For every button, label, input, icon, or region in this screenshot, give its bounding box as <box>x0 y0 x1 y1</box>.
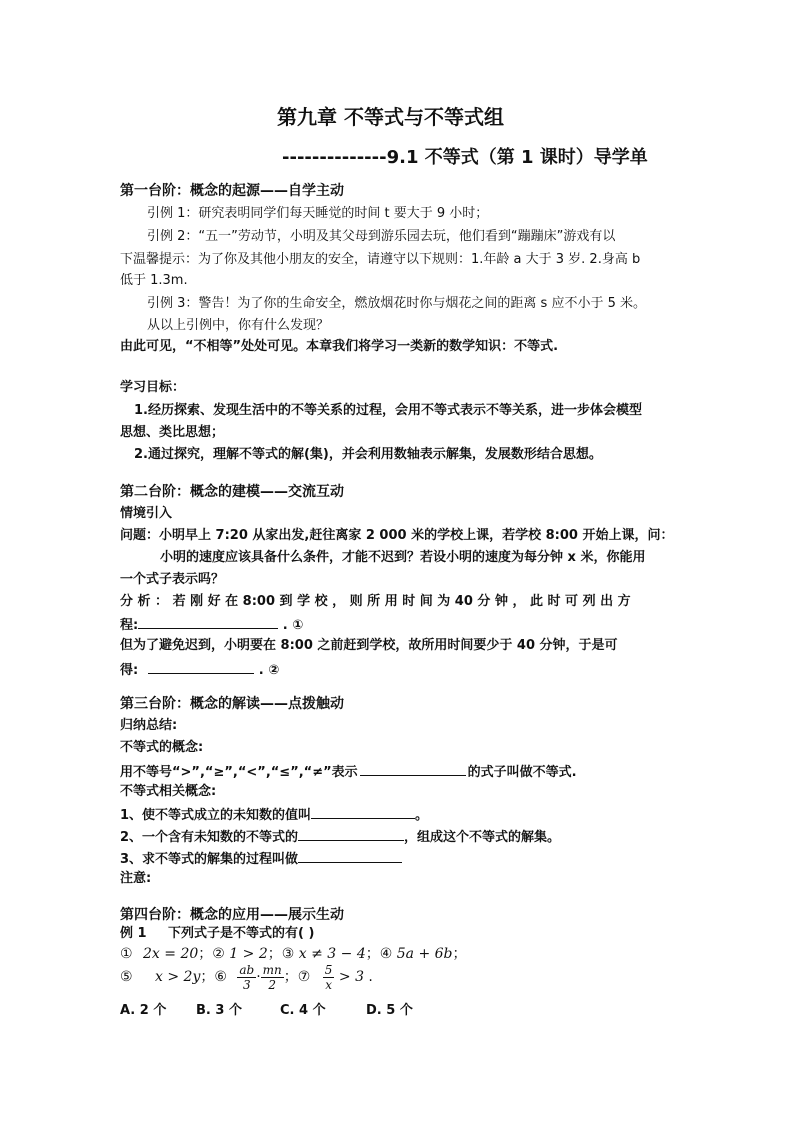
scenario-intro-label: 情境引入 <box>120 506 173 521</box>
analysis-inequality-prefix: 得: <box>120 663 139 678</box>
fraction-mn-over-2 <box>261 963 284 992</box>
related-concept-2-prefix: 2、一个含有未知数的不等式的 <box>120 830 299 845</box>
fraction-ab-over-3 <box>237 963 256 992</box>
option-marker-1: ① <box>120 946 133 962</box>
option-marker-6: ；⑥ <box>200 969 227 985</box>
fraction-mn-numerator: mn <box>262 962 282 977</box>
fraction-ab-numerator: ab <box>239 962 255 977</box>
expression-4: 5a + 6b <box>396 946 453 962</box>
example-1-label: 例 1 <box>120 926 147 941</box>
section-2-heading: 第二台阶：概念的建模——交流互动 <box>120 484 344 500</box>
section-4-heading: 第四台阶：概念的应用——展示生动 <box>120 907 344 923</box>
answer-option-d[interactable]: D. 5 个 <box>366 1003 413 1018</box>
problem-line1: 问题：小明早上 7:20 从家出发,赶往离家 2 000 米的学校上课，若学校 8:00 开始上课，问： <box>120 528 674 543</box>
related-concept-2 <box>120 826 560 847</box>
fraction-x-denominator: x <box>325 977 332 992</box>
goal-1-line2: 思想、类比思想； <box>120 425 225 440</box>
fraction-5-numerator: 5 <box>324 962 333 977</box>
lesson-subtitle: --------------9.1 不等式（第 1 课时）导学单 <box>282 147 648 168</box>
multiply-dot: · <box>256 969 261 985</box>
solution-blank[interactable] <box>311 804 415 819</box>
option-marker-7: ；⑦ <box>283 969 311 985</box>
learning-goals-heading: 学习目标： <box>120 380 186 395</box>
option-marker-3: ；③ <box>267 946 295 962</box>
solution-set-blank[interactable] <box>298 826 404 841</box>
chapter-title: 第九章 不等式与不等式组 <box>277 105 504 129</box>
fraction-ab-denominator: 3 <box>242 977 251 992</box>
equation-blank[interactable] <box>138 614 278 629</box>
section-3-heading: 第三台阶：概念的解读——点拨触动 <box>120 696 344 712</box>
related-concept-1 <box>120 804 428 825</box>
analysis-inequality-suffix: . ② <box>254 663 280 678</box>
expressions-row-2 <box>120 957 373 997</box>
solving-blank[interactable] <box>298 848 402 863</box>
related-concept-1-prefix: 1、使不等式成立的未知数的值叫 <box>120 808 312 823</box>
analysis-inequality-line <box>120 659 279 680</box>
expression-3: x ≠ 3 − 4 <box>298 946 366 962</box>
expression-1: 2x = 20 <box>143 946 199 962</box>
option-marker-2: ；② <box>198 946 225 962</box>
section-1-conclusion: 由此可见，“不相等”处处可见。本章我们将学习一类新的数学知识：不等式. <box>120 339 559 354</box>
analysis-equation-prefix: 程: <box>120 618 139 633</box>
problem-line2: 小明的速度应该具备什么条件，才能不迟到？若设小明的速度为每分钟 x 米，你能用 <box>160 550 646 565</box>
related-concepts-label: 不等式相关概念: <box>120 784 217 799</box>
option-marker-4: ；④ <box>365 946 393 962</box>
fraction-5-over-x <box>323 963 335 992</box>
goal-2: 2.通过探究，理解不等式的解(集)，并会利用数轴表示解集，发展数形结合思想。 <box>134 447 602 462</box>
expression-5: x > 2y <box>155 969 201 985</box>
answer-option-b[interactable]: B. 3 个 <box>196 1003 242 1018</box>
discovery-question: 从以上引例中，你有什么发现？ <box>147 318 330 333</box>
summary-label: 归纳总结: <box>120 718 178 733</box>
row-2-terminator: . <box>363 969 373 985</box>
example-2-text-line3: 低于 1.3m. <box>120 273 188 288</box>
goal-1-line1: 1.经历探索、发现生活中的不等关系的过程，会用不等式表示不等关系，进一步体会模型 <box>134 403 642 418</box>
answer-option-a[interactable]: A. 2 个 <box>120 1003 167 1018</box>
example-1-text: 引例 1：研究表明同学们每天睡觉的时间 t 要大于 9 小时； <box>147 206 489 221</box>
related-concept-1-suffix: 。 <box>415 808 429 823</box>
definition-blank[interactable] <box>360 761 466 776</box>
analysis-equation-suffix: . ① <box>278 618 304 633</box>
example-1-question: 下列式子是不等式的有( ) <box>168 926 315 941</box>
example-2-text-line1: 引例 2：“五一”劳动节，小明及其父母到游乐园去玩，他们看到“蹦蹦床”游戏有以 <box>147 229 616 244</box>
example-3-text: 引例 3：警告！为了你的生命安全，燃放烟花时你与烟花之间的距离 s 应不小于 5 米。 <box>147 296 646 311</box>
problem-line3: 一个式子表示吗？ <box>120 572 225 587</box>
example-2-text-line2: 下温馨提示：为了你及其他小朋友的安全，请遵守以下规则：1.年龄 a 大于 3 岁. 2.身高 b <box>120 252 641 267</box>
analysis-equation-line <box>120 614 303 635</box>
definition-suffix: 的式子叫做不等式. <box>467 765 577 780</box>
analysis-line1: 分 析 ： 若 刚 好 在 8:00 到 学 校 ， 则 所 用 时 间 为 40 分 钟 ， 此 时 可 列 出 方 <box>120 594 631 609</box>
analysis-line3: 但为了避免迟到，小明要在 8:00 之前赶到学校，故所用时间要少于 40 分钟，于是可 <box>120 638 618 653</box>
note-label: 注意: <box>120 871 152 886</box>
option-marker-5: ⑤ <box>120 969 133 985</box>
inequality-definition <box>120 761 577 782</box>
answer-option-c[interactable]: C. 4 个 <box>280 1003 326 1018</box>
related-concept-2-suffix: ，组成这个不等式的解集。 <box>404 830 561 845</box>
related-concept-3 <box>120 848 402 869</box>
section-1-heading: 第一台阶：概念的起源——自学主动 <box>120 183 344 199</box>
row-1-terminator: ； <box>452 946 467 962</box>
related-concept-3-text: 3、求不等式的解集的过程叫做 <box>120 852 299 867</box>
fraction-mn-denominator: 2 <box>268 977 277 992</box>
greater-than-3: > 3 <box>338 969 364 985</box>
inequality-blank[interactable] <box>148 659 254 674</box>
concept-label: 不等式的概念: <box>120 740 204 755</box>
definition-prefix: 用不等号“>”,“≥”,“<”,“≤”,“≠”表示 <box>120 765 358 780</box>
expression-2: 1 > 2 <box>229 946 268 962</box>
